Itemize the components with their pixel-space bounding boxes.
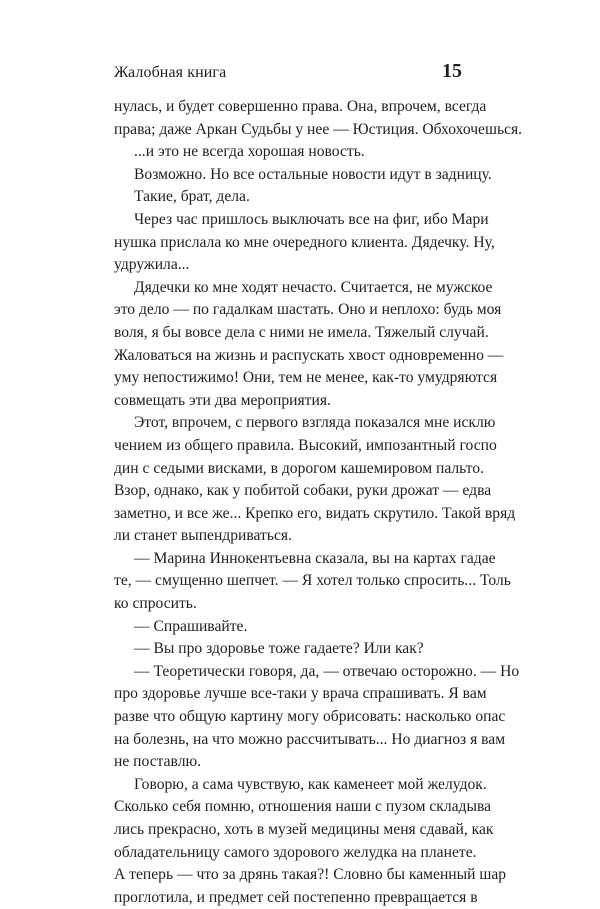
text-line: Возможно. Но все остальные новости идут в задницу. xyxy=(134,165,492,183)
text-line: ...и это не всегда хорошая новость. xyxy=(134,143,365,161)
text-line: ли станет выпендриваться. xyxy=(114,527,292,545)
text-line: чением из общего правила. Высокий, импозантный госпо xyxy=(114,436,497,454)
text-line: Сколько себя помню, отношения наши с пузом складыва xyxy=(114,798,492,816)
text-line: совмещать эти два мероприятия. xyxy=(114,391,331,409)
text-line: это дело — по гадалкам шастать. Оно и неплохо: будь моя xyxy=(114,301,502,319)
body-text xyxy=(114,96,523,909)
text-line: Такие, брат, дела. xyxy=(134,188,250,206)
text-line: — Теоретически говоря, да, — отвечаю осторожно. — Но xyxy=(134,662,520,680)
text-line: Этот, впрочем, с первого взгляда показался мне исклю xyxy=(134,414,496,432)
text-line: про здоровье лучше все-таки у врача спрашивать. Я вам xyxy=(114,685,487,703)
page-header xyxy=(114,60,462,88)
text-line: Через час пришлось выключать все на фиг, ибо Мари xyxy=(134,210,489,228)
text-line: Говорю, а сама чувствую, как каменеет мой желудок. xyxy=(134,775,487,793)
text-line: воля, я бы вовсе дела с ними не имела. Тяжелый случай. xyxy=(114,323,489,341)
page-number: 15 xyxy=(442,60,462,82)
text-line: уму непостижимо! Они, тем не менее, как-то умудряются xyxy=(114,369,498,387)
text-line: нушка прислала ко мне очередного клиента. Дядечку. Ну, xyxy=(114,233,495,251)
text-line: лись прекрасно, хоть в музей медицины меня сдавай, как xyxy=(114,821,494,838)
text-line: Дядечки ко мне ходят нечасто. Считается, не мужское xyxy=(134,278,493,296)
text-line: Взор, однако, как у побитой собаки, руки дрожат — едва xyxy=(114,482,492,500)
text-line: — Марина Иннокентьевна сказала, вы на картах гадае xyxy=(134,549,496,567)
text-line: разве что общую картину могу обрисовать: насколько опас xyxy=(114,708,506,726)
text-line: нулась, и будет совершенно права. Она, впрочем, всегда xyxy=(114,98,487,115)
text-line: — Вы про здоровье тоже гадаете? Или как? xyxy=(134,640,424,658)
text-line: — Спрашивайте. xyxy=(134,617,248,635)
text-line: проглотила, и предмет сей постепенно превращается в xyxy=(114,888,478,906)
text-line: обладательницу самого здорового желудка на планете. xyxy=(114,843,477,861)
text-line: заметно, и все же... Крепко его, видать скрутило. Такой вряд xyxy=(114,504,516,522)
text-line: Жаловаться на жизнь и распускать хвост одновременно — xyxy=(114,346,504,364)
text-line: на болезнь, на что можно рассчитывать... Но диагноз я вам xyxy=(114,730,506,748)
text-line: удружила... xyxy=(114,256,190,274)
running-title: Жалобная книга xyxy=(114,64,227,81)
text-line: не поставлю. xyxy=(114,753,202,771)
text-line: дин с седыми висками, в дорогом кашемировом пальто. xyxy=(114,459,484,477)
text-line: те, — смущенно шепчет. — Я хотел только спросить... Толь xyxy=(114,572,511,590)
text-line: права; даже Аркан Судьбы у нее — Юстиция. Обхохочешься. xyxy=(114,120,523,138)
text-line: А теперь — что за дрянь такая?! Словно бы каменный шар xyxy=(114,866,507,884)
text-line: ко спросить. xyxy=(114,595,197,613)
